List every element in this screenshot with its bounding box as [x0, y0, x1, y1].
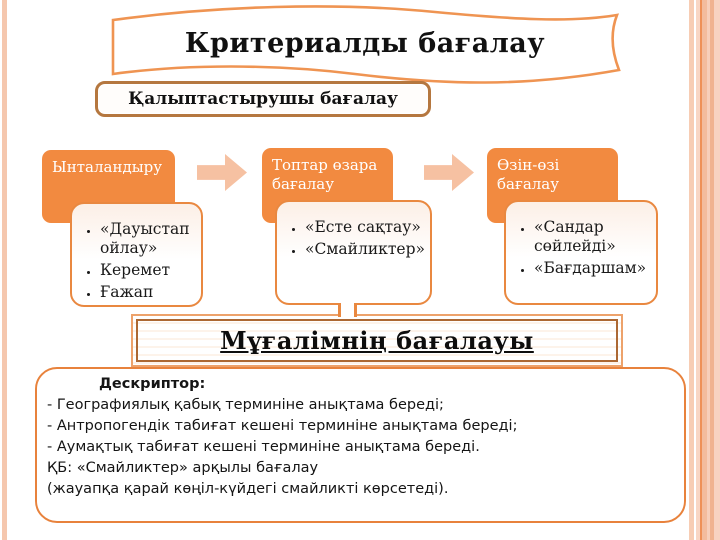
- right-border-stripes: [689, 0, 720, 540]
- group-header-self-assessment: Өзін-өзі бағалау: [487, 148, 618, 223]
- descriptor-heading: Дескриптор:: [99, 376, 206, 392]
- bullet-item: • «Дауыстап ойлау»: [100, 220, 195, 258]
- descriptor-lines: [47, 395, 537, 500]
- slide-title: Критериалды бағалау: [184, 28, 546, 59]
- bullet-item: • «Сандар сөйлейді»: [534, 218, 650, 256]
- group-content-self-assessment: [504, 200, 658, 305]
- group-header-motivation: Ынталандыру: [42, 150, 175, 223]
- descriptor-box: [35, 367, 686, 523]
- descriptor-line: - Географиялық қабық терминіне анықтама береді;: [47, 397, 444, 413]
- teacher-assessment-label: Мұғалімнің бағалауы: [220, 326, 534, 355]
- left-border-stripe: [2, 0, 7, 540]
- bullet-item: • «Бағдаршам»: [534, 259, 650, 278]
- bullet-item: • Керемет: [100, 261, 195, 280]
- arrow-right-icon: [197, 154, 247, 191]
- connector-notch: [338, 303, 357, 317]
- title-banner: [105, 0, 625, 92]
- teacher-assessment-box: [131, 314, 623, 367]
- bullet-item: • «Есте сақтау»: [305, 218, 424, 237]
- bullet-item: • «Смайликтер»: [305, 240, 424, 259]
- group-content-peer-assessment: [275, 200, 432, 305]
- bullet-list: [82, 220, 195, 302]
- arrow-right-icon: [424, 154, 474, 191]
- group-content-motivation: [70, 202, 203, 307]
- bullet-list: [287, 218, 424, 259]
- teacher-assessment-inner-frame: [136, 319, 618, 362]
- group-header-peer-assessment: Топтар өзара бағалау: [262, 148, 393, 223]
- bullet-list: [516, 218, 650, 278]
- subtitle-label: Қалыптастырушы бағалау: [128, 89, 398, 109]
- descriptor-line: ҚБ: «Смайликтер» арқылы бағалау: [47, 460, 319, 476]
- descriptor-text: [47, 374, 537, 500]
- descriptor-line: - Антропогендік табиғат кешені терминіне анықтама береді;: [47, 418, 518, 434]
- subtitle-badge: [95, 81, 431, 117]
- bullet-item: • Ғажап: [100, 283, 195, 302]
- descriptor-line: (жауапқа қарай көңіл-күйдегі смайликті көрсетеді).: [47, 481, 449, 497]
- descriptor-line: - Аумақтық табиғат кешені терминіне анықтама береді.: [47, 439, 480, 455]
